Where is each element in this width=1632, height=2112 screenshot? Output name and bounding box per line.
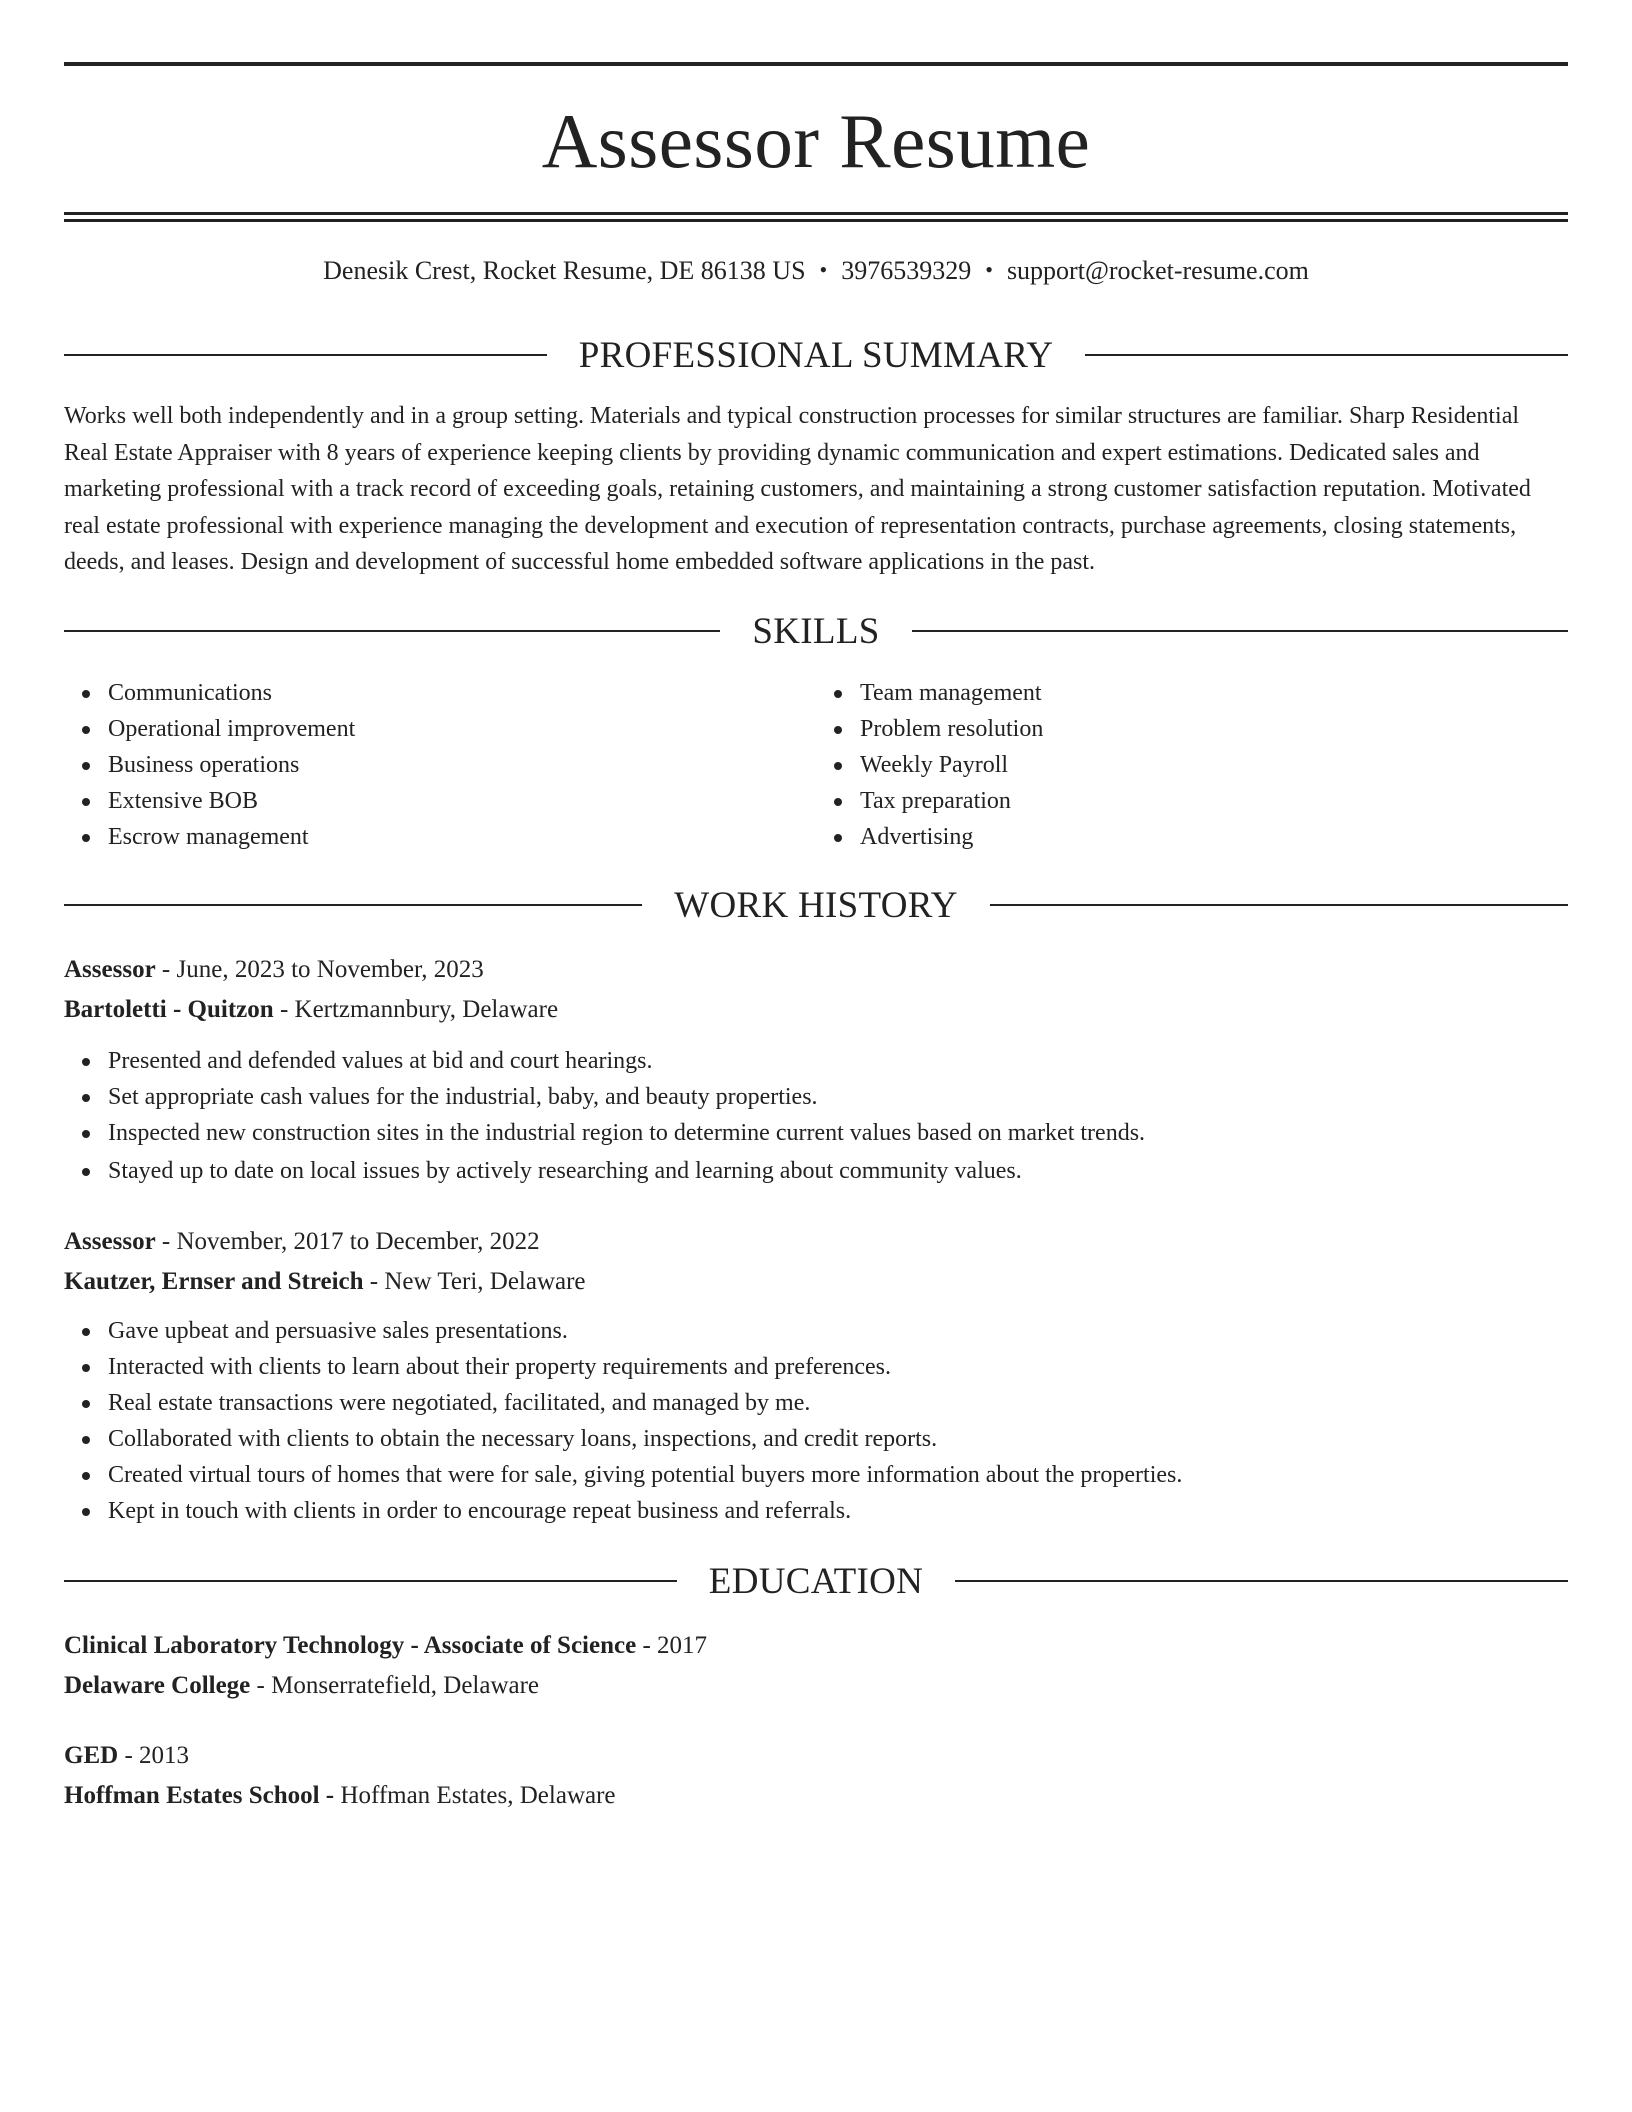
summary-text: Works well both independently and in a group setting. Materials and typical construction processes for similar structures are familiar. Sharp Residential Real Estate Appraiser with 8 years of experience keeping clients by providing dynamic communication and expert estimations. Dedicated sales and marketing professional with a track record of exceeding goals, retaining customers, and maintaining a strong customer satisfaction reputation. Motivated real estate professional with experience managing the development and execution of representation contracts, purchase agreements, closing statements, deeds, and leases. Design and development of successful home embedded software applications in the past. [64,403,1531,575]
section-rule [64,630,720,632]
skill-item: Tax preparation [860,783,1568,819]
section-title: WORK HISTORY [674,884,958,926]
skill-item: Escrow management [108,819,816,855]
job-bullet: Stayed up to date on local issues by actively researching and learning about community values. [108,1153,1568,1189]
resume-title: Assessor Resume [541,98,1091,184]
job-title-line [64,950,1568,990]
job-bullet: Inspected new construction sites in the industrial region to determine current values based on market trends. [108,1115,1568,1151]
education-location: Hoffman Estates, Delaware [334,1782,616,1809]
section-rule [990,904,1568,906]
education-year: - 2013 [118,1742,190,1769]
skills-column-left [64,675,816,855]
job-bullets [64,1043,1568,1189]
education-entry [64,1736,1568,1816]
job-location: - New Teri, Delaware [363,1268,586,1295]
title-double-rule [64,212,1568,222]
job-dates: - November, 2017 to December, 2022 [155,1228,540,1255]
education-degree: GED [64,1742,119,1769]
section-header-education [64,1561,1568,1601]
section-header-skills [64,611,1568,651]
contact-line [64,258,1568,288]
job-title-line [64,1222,1568,1262]
section-rule [1085,354,1568,356]
job-company: Kautzer, Ernser and Streich [64,1268,364,1295]
section-title: EDUCATION [708,1560,924,1602]
job-company: Bartoletti - Quitzon [64,996,274,1023]
section-rule [912,630,1568,632]
job-bullet: Gave upbeat and persuasive sales presentations. [108,1313,1568,1349]
contact-separator: • [985,257,993,282]
skill-item: Problem resolution [860,711,1568,747]
top-rule [64,62,1568,66]
contact-separator: • [819,257,828,282]
education-entry [64,1626,1568,1706]
job-bullet: Set appropriate cash values for the industrial, baby, and beauty properties. [108,1079,1568,1115]
education-location: - Monserratefield, Delaware [250,1672,540,1699]
job-position: Assessor [64,1228,156,1255]
section-rule [955,1580,1568,1582]
section-rule [64,354,547,356]
job-entry [64,950,1568,1030]
job-position: Assessor [64,956,156,983]
skill-item: Advertising [860,819,1568,855]
job-bullet: Interacted with clients to learn about their property requirements and preferences. [108,1349,1568,1385]
contact-email: support@rocket-resume.com [1006,256,1309,285]
education-degree: Clinical Laboratory Technology - Associate of Science [64,1632,637,1659]
job-entry [64,1222,1568,1302]
education-degree-line [64,1626,1568,1666]
job-dates: - June, 2023 to November, 2023 [155,956,484,983]
section-title: PROFESSIONAL SUMMARY [578,334,1054,376]
job-bullet: Created virtual tours of homes that were for sale, giving potential buyers more information about the properties. [108,1457,1568,1493]
section-rule [64,1580,677,1582]
skill-item: Team management [860,675,1568,711]
education-school-line [64,1666,1568,1706]
job-company-line [64,990,1568,1030]
job-bullet: Kept in touch with clients in order to encourage repeat business and referrals. [108,1493,1568,1529]
skill-item: Communications [108,675,816,711]
skill-item: Weekly Payroll [860,747,1568,783]
education-degree-line [64,1736,1568,1776]
section-header-work [64,885,1568,925]
job-location: - Kertzmannbury, Delaware [273,996,559,1023]
education-school: Delaware College [64,1672,251,1699]
skills-column-right [816,675,1568,855]
education-school-line [64,1776,1568,1816]
job-bullets [64,1313,1568,1529]
section-rule [64,904,642,906]
education-school: Hoffman Estates School - [64,1782,335,1809]
skill-item: Operational improvement [108,711,816,747]
education-year: - 2017 [636,1632,708,1659]
section-header-summary [64,335,1568,375]
skill-item: Extensive BOB [108,783,816,819]
contact-address: Denesik Crest, Rocket Resume, DE 86138 US [323,256,806,285]
contact-phone: 3976539329 [841,256,972,285]
job-bullet: Presented and defended values at bid and court hearings. [108,1043,1568,1079]
job-bullet: Real estate transactions were negotiated, facilitated, and managed by me. [108,1385,1568,1421]
skills-list [64,675,1568,855]
skill-item: Business operations [108,747,816,783]
job-bullet: Collaborated with clients to obtain the necessary loans, inspections, and credit reports. [108,1421,1568,1457]
job-company-line [64,1262,1568,1302]
section-title: SKILLS [752,610,880,652]
